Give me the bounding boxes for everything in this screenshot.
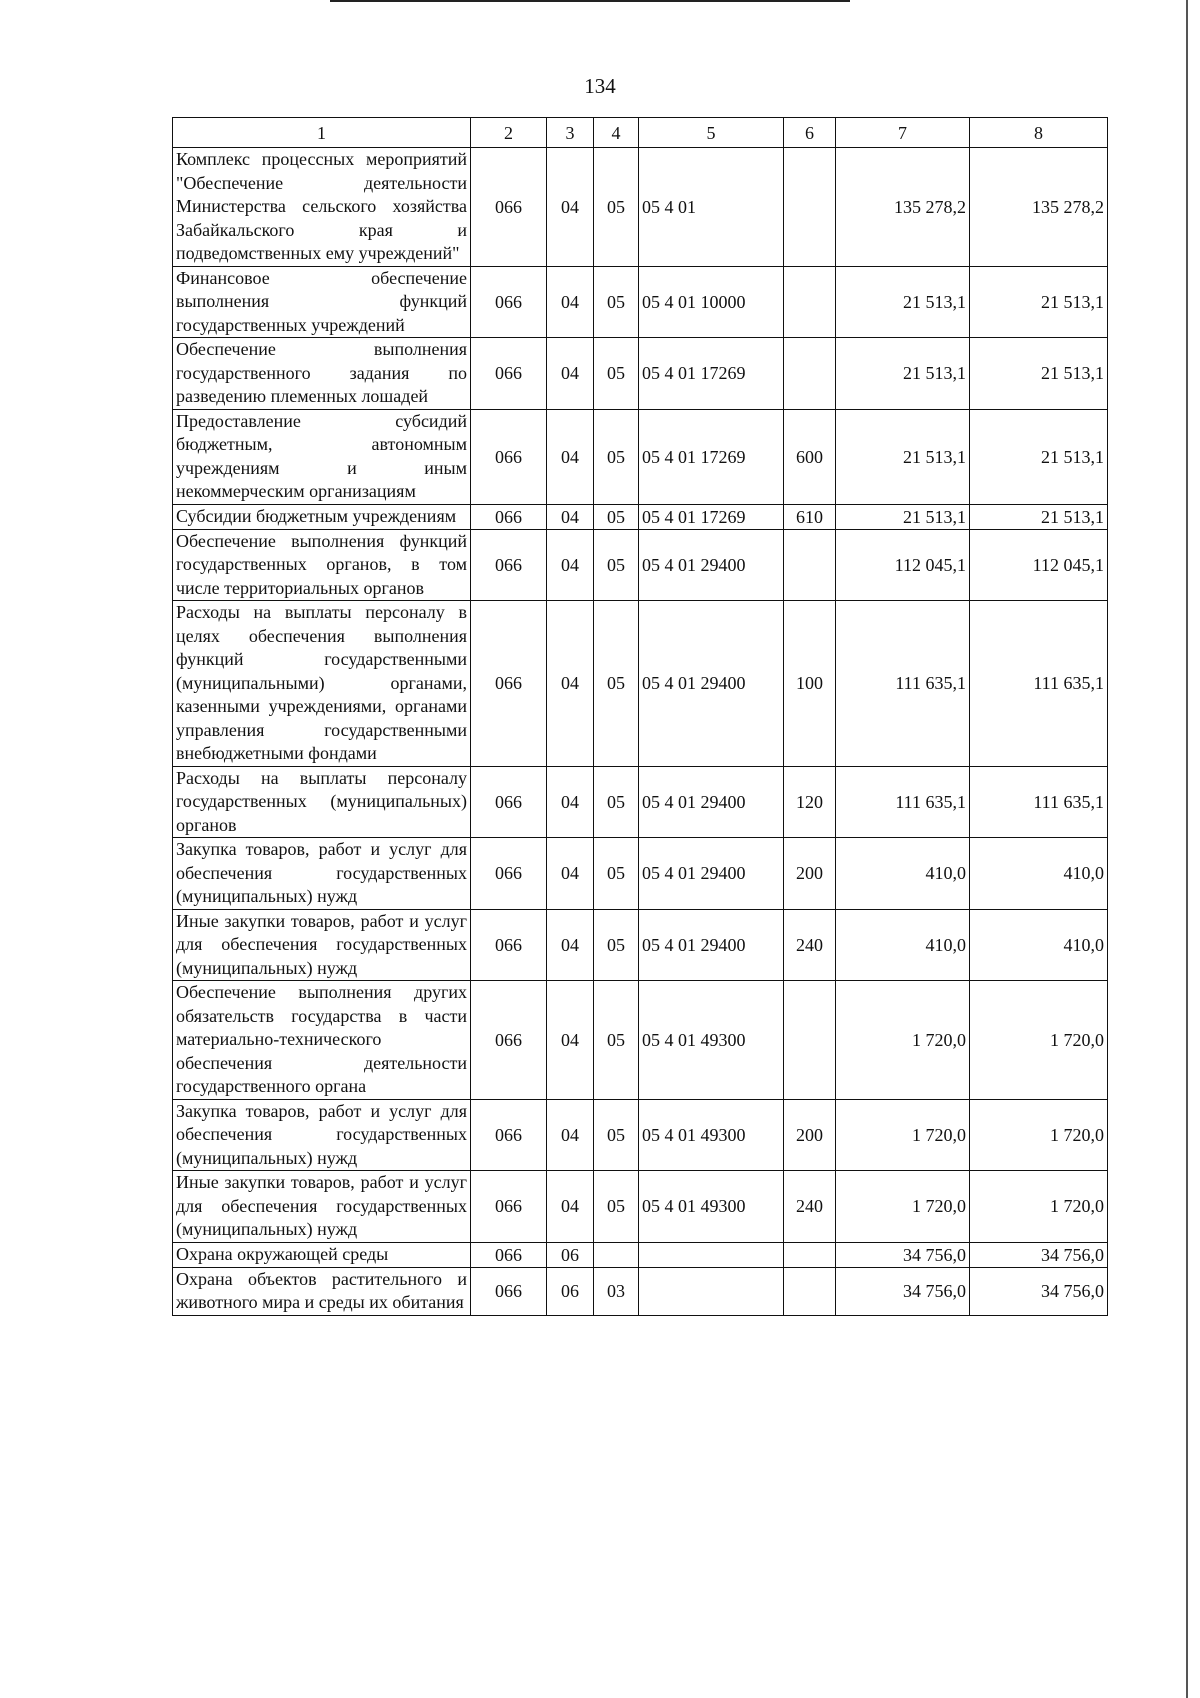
table-row xyxy=(173,601,1108,767)
cell-amount-7: 111 635,1 xyxy=(836,601,970,767)
cell-subsection: 03 xyxy=(594,1267,639,1315)
cell-target-article xyxy=(639,1242,784,1267)
cell-target-article: 05 4 01 29400 xyxy=(639,766,784,838)
cell-amount-7: 34 756,0 xyxy=(836,1242,970,1267)
table-row xyxy=(173,909,1108,981)
row-name: Предоставление субсидий бюджетным, автономным учреждениям и иным некоммерческим организациям xyxy=(173,409,471,504)
cell-amount-7: 1 720,0 xyxy=(836,981,970,1100)
cell-subsection: 05 xyxy=(594,838,639,910)
cell-amount-7: 135 278,2 xyxy=(836,148,970,267)
row-name: Иные закупки товаров, работ и услуг для обеспечения государственных (муниципальных) нужд xyxy=(173,1171,471,1243)
column-header: 2 xyxy=(471,118,547,148)
cell-section: 04 xyxy=(547,529,594,601)
cell-amount-8: 21 513,1 xyxy=(970,266,1108,338)
row-name: Комплекс процессных мероприятий "Обеспечение деятельности Министерства сельского хозяйства Забайкальского края и подведомственных ему учреждений" xyxy=(173,148,471,267)
column-header: 7 xyxy=(836,118,970,148)
cell-expense-type xyxy=(784,1267,836,1315)
scan-page-edge xyxy=(1186,0,1188,1698)
cell-section: 04 xyxy=(547,909,594,981)
cell-amount-7: 1 720,0 xyxy=(836,1171,970,1243)
cell-expense-type: 100 xyxy=(784,601,836,767)
cell-section: 04 xyxy=(547,338,594,410)
table-row xyxy=(173,409,1108,504)
cell-amount-8: 1 720,0 xyxy=(970,981,1108,1100)
table-row xyxy=(173,981,1108,1100)
table-row xyxy=(173,1267,1108,1315)
row-name: Субсидии бюджетным учреждениям xyxy=(173,504,471,529)
cell-amount-7: 111 635,1 xyxy=(836,766,970,838)
cell-amount-8: 111 635,1 xyxy=(970,766,1108,838)
table-row xyxy=(173,1242,1108,1267)
cell-amount-8: 21 513,1 xyxy=(970,338,1108,410)
cell-ministry-code: 066 xyxy=(471,148,547,267)
cell-ministry-code: 066 xyxy=(471,981,547,1100)
cell-amount-7: 410,0 xyxy=(836,838,970,910)
cell-amount-7: 34 756,0 xyxy=(836,1267,970,1315)
cell-section: 04 xyxy=(547,981,594,1100)
cell-section: 04 xyxy=(547,838,594,910)
cell-expense-type xyxy=(784,1242,836,1267)
table-row xyxy=(173,148,1108,267)
cell-expense-type: 120 xyxy=(784,766,836,838)
cell-section: 06 xyxy=(547,1242,594,1267)
cell-target-article: 05 4 01 29400 xyxy=(639,601,784,767)
row-name: Расходы на выплаты персоналу в целях обеспечения выполнения функций государственными (муниципальными) органами, казенными учреждениями, органами управления государственными внебюджетными фондами xyxy=(173,601,471,767)
cell-subsection: 05 xyxy=(594,601,639,767)
cell-subsection: 05 xyxy=(594,1171,639,1243)
cell-target-article: 05 4 01 49300 xyxy=(639,981,784,1100)
row-name: Финансовое обеспечение выполнения функций государственных учреждений xyxy=(173,266,471,338)
table-row xyxy=(173,338,1108,410)
cell-amount-8: 410,0 xyxy=(970,838,1108,910)
cell-ministry-code: 066 xyxy=(471,1099,547,1171)
scan-top-rule xyxy=(330,0,850,2)
cell-target-article xyxy=(639,1267,784,1315)
cell-section: 04 xyxy=(547,1099,594,1171)
column-header: 6 xyxy=(784,118,836,148)
cell-subsection: 05 xyxy=(594,148,639,267)
cell-expense-type xyxy=(784,266,836,338)
cell-amount-8: 34 756,0 xyxy=(970,1242,1108,1267)
cell-target-article: 05 4 01 xyxy=(639,148,784,267)
cell-section: 04 xyxy=(547,409,594,504)
cell-target-article: 05 4 01 17269 xyxy=(639,338,784,410)
row-name: Обеспечение выполнения других обязательств государства в части материально-технического обеспечения деятельности государственного органа xyxy=(173,981,471,1100)
cell-amount-7: 21 513,1 xyxy=(836,266,970,338)
cell-section: 04 xyxy=(547,266,594,338)
column-header: 8 xyxy=(970,118,1108,148)
cell-subsection: 05 xyxy=(594,981,639,1100)
cell-section: 06 xyxy=(547,1267,594,1315)
column-header: 3 xyxy=(547,118,594,148)
budget-table xyxy=(172,117,1108,1316)
cell-amount-8: 21 513,1 xyxy=(970,504,1108,529)
cell-ministry-code: 066 xyxy=(471,529,547,601)
cell-section: 04 xyxy=(547,504,594,529)
cell-target-article: 05 4 01 29400 xyxy=(639,529,784,601)
cell-amount-8: 112 045,1 xyxy=(970,529,1108,601)
cell-subsection: 05 xyxy=(594,409,639,504)
cell-ministry-code: 066 xyxy=(471,909,547,981)
table-row xyxy=(173,1099,1108,1171)
table-row xyxy=(173,766,1108,838)
cell-subsection: 05 xyxy=(594,504,639,529)
row-name: Охрана объектов растительного и животного мира и среды их обитания xyxy=(173,1267,471,1315)
table-row xyxy=(173,504,1108,529)
column-header: 1 xyxy=(173,118,471,148)
column-header: 4 xyxy=(594,118,639,148)
cell-ministry-code: 066 xyxy=(471,1242,547,1267)
page-number: 134 xyxy=(584,74,616,98)
cell-section: 04 xyxy=(547,766,594,838)
cell-target-article: 05 4 01 10000 xyxy=(639,266,784,338)
table-row xyxy=(173,266,1108,338)
cell-amount-7: 410,0 xyxy=(836,909,970,981)
row-name: Закупка товаров, работ и услуг для обеспечения государственных (муниципальных) нужд xyxy=(173,1099,471,1171)
row-name: Расходы на выплаты персоналу государственных (муниципальных) органов xyxy=(173,766,471,838)
cell-amount-7: 21 513,1 xyxy=(836,338,970,410)
cell-amount-7: 21 513,1 xyxy=(836,409,970,504)
cell-ministry-code: 066 xyxy=(471,766,547,838)
cell-target-article: 05 4 01 49300 xyxy=(639,1171,784,1243)
cell-amount-7: 1 720,0 xyxy=(836,1099,970,1171)
cell-section: 04 xyxy=(547,148,594,267)
row-name: Иные закупки товаров, работ и услуг для обеспечения государственных (муниципальных) нужд xyxy=(173,909,471,981)
cell-amount-7: 21 513,1 xyxy=(836,504,970,529)
cell-ministry-code: 066 xyxy=(471,409,547,504)
column-header: 5 xyxy=(639,118,784,148)
cell-subsection xyxy=(594,1242,639,1267)
cell-expense-type xyxy=(784,148,836,267)
cell-target-article: 05 4 01 17269 xyxy=(639,504,784,529)
cell-amount-7: 112 045,1 xyxy=(836,529,970,601)
cell-subsection: 05 xyxy=(594,529,639,601)
cell-target-article: 05 4 01 49300 xyxy=(639,1099,784,1171)
table-header-row xyxy=(173,118,1108,148)
row-name: Охрана окружающей среды xyxy=(173,1242,471,1267)
cell-amount-8: 111 635,1 xyxy=(970,601,1108,767)
cell-amount-8: 135 278,2 xyxy=(970,148,1108,267)
cell-section: 04 xyxy=(547,1171,594,1243)
cell-ministry-code: 066 xyxy=(471,338,547,410)
cell-ministry-code: 066 xyxy=(471,266,547,338)
cell-target-article: 05 4 01 29400 xyxy=(639,909,784,981)
cell-amount-8: 1 720,0 xyxy=(970,1171,1108,1243)
cell-section: 04 xyxy=(547,601,594,767)
cell-target-article: 05 4 01 17269 xyxy=(639,409,784,504)
cell-expense-type: 240 xyxy=(784,909,836,981)
cell-subsection: 05 xyxy=(594,338,639,410)
cell-expense-type: 600 xyxy=(784,409,836,504)
table-row xyxy=(173,529,1108,601)
cell-target-article: 05 4 01 29400 xyxy=(639,838,784,910)
table-row xyxy=(173,1171,1108,1243)
cell-expense-type: 610 xyxy=(784,504,836,529)
cell-expense-type xyxy=(784,529,836,601)
cell-amount-8: 34 756,0 xyxy=(970,1267,1108,1315)
row-name: Обеспечение выполнения государственного задания по разведению племенных лошадей xyxy=(173,338,471,410)
cell-subsection: 05 xyxy=(594,266,639,338)
cell-amount-8: 1 720,0 xyxy=(970,1099,1108,1171)
row-name: Закупка товаров, работ и услуг для обеспечения государственных (муниципальных) нужд xyxy=(173,838,471,910)
cell-subsection: 05 xyxy=(594,909,639,981)
cell-amount-8: 21 513,1 xyxy=(970,409,1108,504)
cell-expense-type: 240 xyxy=(784,1171,836,1243)
cell-ministry-code: 066 xyxy=(471,1171,547,1243)
table-row xyxy=(173,838,1108,910)
cell-subsection: 05 xyxy=(594,1099,639,1171)
cell-ministry-code: 066 xyxy=(471,504,547,529)
cell-expense-type xyxy=(784,338,836,410)
cell-ministry-code: 066 xyxy=(471,1267,547,1315)
cell-ministry-code: 066 xyxy=(471,601,547,767)
cell-expense-type: 200 xyxy=(784,1099,836,1171)
cell-expense-type xyxy=(784,981,836,1100)
cell-subsection: 05 xyxy=(594,766,639,838)
cell-ministry-code: 066 xyxy=(471,838,547,910)
row-name: Обеспечение выполнения функций государственных органов, в том числе территориальных органов xyxy=(173,529,471,601)
cell-amount-8: 410,0 xyxy=(970,909,1108,981)
cell-expense-type: 200 xyxy=(784,838,836,910)
